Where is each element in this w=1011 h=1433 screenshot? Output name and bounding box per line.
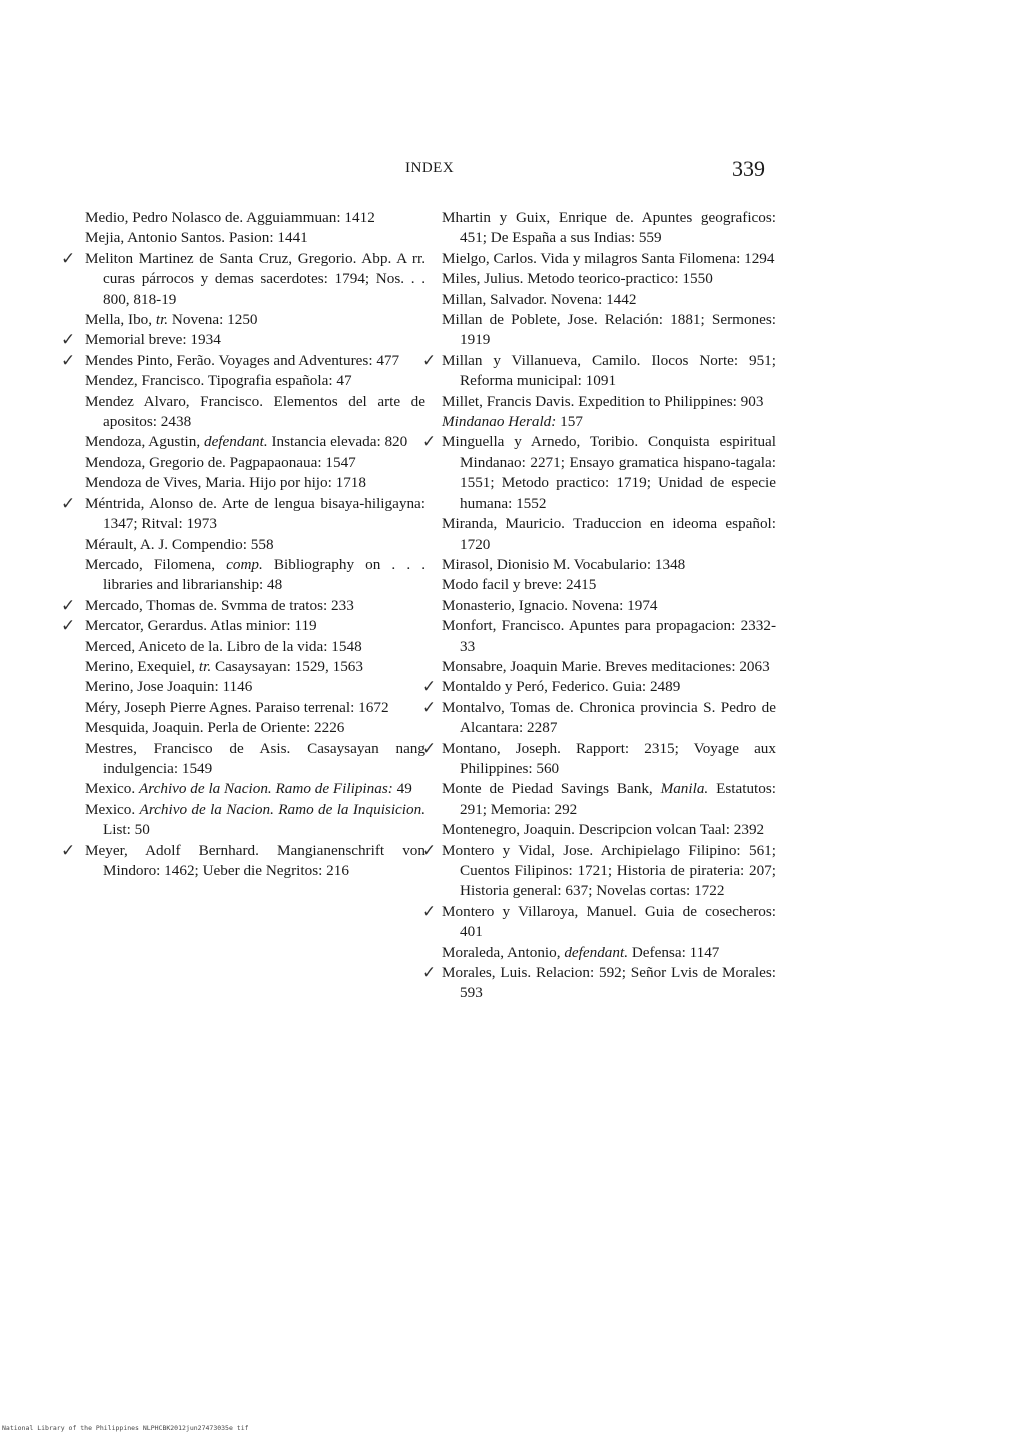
entry-text: Montenegro, Joaquin. Descripcion volcan Taal: 2392 [442, 821, 765, 839]
entry-text: Mhartin y Guix, Enrique de. Apuntes geograficos: 451; De España a sus Indias: 559 [442, 209, 776, 247]
entry-text: Millet, Francis Davis. Expedition to Philippines: 903 [442, 392, 764, 410]
index-entry [61, 248, 425, 310]
index-entry [61, 350, 425, 371]
index-entry [61, 493, 425, 535]
entry-text: Montaldo y Peró, Federico. Guia: 2489 [442, 678, 681, 696]
check-mark-icon: ✓ [61, 616, 76, 637]
index-entry [442, 249, 776, 269]
check-mark-icon: ✓ [422, 738, 437, 759]
index-entry [422, 840, 776, 902]
entry-text: Monte de Piedad Savings Bank, [442, 780, 661, 798]
entry-text: Mejia, Antonio Santos. Pasion: 1441 [85, 229, 308, 247]
index-entry [61, 330, 425, 351]
entry-text: Méntrida, Alonso de. Arte de lengua bisaya-hiligayna: 1347; Ritval: 1973 [85, 494, 425, 533]
entry-text: List: 50 [103, 821, 150, 839]
index-entry [85, 392, 425, 433]
entry-text: Mindanao Herald: [442, 413, 557, 431]
entry-text: Mella, Ibo, [85, 311, 156, 329]
check-mark-icon: ✓ [422, 901, 437, 922]
check-mark-icon: ✓ [61, 350, 76, 371]
index-entry [85, 718, 425, 738]
entry-text: Millan y Villanueva, Camilo. Ilocos Norte: 951; Reforma municipal: 1091 [442, 351, 776, 390]
entry-text: Morales, Luis. Relacion: 592; Señor Lvis de Morales: 593 [442, 964, 776, 1002]
entry-text: 157 [556, 413, 583, 431]
entry-text: Mendez Alvaro, Francisco. Elementos del arte de apositos: 2438 [85, 392, 425, 431]
index-entry [61, 616, 425, 637]
index-entry [422, 432, 776, 514]
entry-text: 49 [392, 780, 412, 798]
check-mark-icon: ✓ [61, 595, 76, 616]
index-entry [85, 453, 425, 473]
index-entry [442, 392, 776, 412]
index-entry [422, 901, 776, 943]
index-entry [442, 779, 776, 820]
entry-text: Mérault, A. J. Compendio: 558 [85, 535, 274, 553]
entry-text: Archivo de la Nacion. Ramo de Filipinas: [139, 780, 393, 798]
entry-text: Méry, Joseph Pierre Agnes. Paraiso terrenal: 1672 [85, 698, 389, 716]
entry-text: Mendoza de Vives, Maria. Hijo por hijo: 1718 [85, 474, 366, 492]
index-entry [85, 657, 425, 677]
entry-text: Merced, Aniceto de la. Libro de la vida: 1548 [85, 637, 362, 655]
entry-text: Montano, Joseph. Rapport: 2315; Voyage aux Philippines: 560 [442, 739, 776, 777]
index-entry [85, 432, 425, 452]
entry-text: Millan de Poblete, Jose. Relación: 1881; Sermones: 1919 [442, 311, 776, 349]
index-entry [85, 739, 425, 780]
entry-text: Manila. [660, 780, 709, 798]
index-entry [422, 677, 776, 698]
entry-text: Estatutos: 291; Memoria: 292 [460, 780, 776, 818]
check-mark-icon: ✓ [61, 493, 76, 514]
entry-text: Medio, Pedro Nolasco de. Agguiammuan: 1412 [85, 209, 375, 226]
entry-text: Mendoza, Gregorio de. Pagpapaonaua: 1547 [85, 453, 356, 471]
check-mark-icon: ✓ [422, 350, 437, 371]
index-entry [85, 371, 425, 391]
index-entry [85, 208, 425, 228]
index-entry [85, 535, 425, 555]
index-entry [442, 575, 776, 595]
entry-text: Monasterio, Ignacio. Novena: 1974 [442, 596, 658, 614]
entry-text: Moraleda, Antonio, [442, 943, 565, 961]
entry-text: Mendes Pinto, Ferão. Voyages and Adventures: 477 [85, 351, 400, 369]
index-entry [442, 208, 776, 249]
index-entry [442, 596, 776, 616]
entry-text: Mirasol, Dionisio M. Vocabulario: 1348 [442, 555, 686, 573]
entry-text: Montero y Villaroya, Manuel. Guia de cosecheros: 401 [442, 902, 776, 941]
index-entry [442, 310, 776, 351]
index-entry [85, 555, 425, 596]
index-entry [442, 820, 776, 840]
index-entry [442, 616, 776, 657]
entry-text: Merino, Exequiel, [85, 657, 199, 675]
entry-text: Meyer, Adolf Bernhard. Mangianenschrift von Mindoro: 1462; Ueber die Negritos: 216 [85, 841, 425, 879]
entry-text: tr. [155, 311, 169, 329]
entry-text: Mercator, Gerardus. Atlas minior: 119 [85, 617, 317, 635]
check-mark-icon: ✓ [61, 248, 76, 269]
check-mark-icon: ✓ [422, 432, 437, 453]
entry-text: Miles, Julius. Metodo teorico-practico: 1550 [442, 270, 713, 288]
entry-text: Novena: 1250 [168, 311, 258, 329]
index-entry [422, 350, 776, 392]
index-entry [422, 963, 776, 1004]
check-mark-icon: ✓ [61, 840, 76, 861]
index-entry [61, 840, 425, 882]
entry-text: Monfort, Francisco. Apuntes para propagacion: 2332-33 [442, 617, 776, 655]
index-entry [422, 738, 776, 780]
scan-footer: National Library of the Philippines NLPHCBK2012jun27473035e tif [2, 1424, 249, 1432]
index-entry [442, 943, 776, 963]
index-entry [442, 269, 776, 289]
index-entry [85, 637, 425, 657]
check-mark-icon: ✓ [422, 677, 437, 698]
index-entry [85, 779, 425, 799]
index-entry [85, 677, 425, 697]
index-entry [442, 657, 776, 677]
index-entry [442, 412, 776, 432]
entry-text: Merino, Jose Joaquin: 1146 [85, 678, 253, 696]
entry-text: tr. [198, 657, 212, 675]
check-mark-icon: ✓ [422, 697, 437, 718]
entry-text: Mielgo, Carlos. Vida y milagros Santa Filomena: 1294 [442, 249, 775, 267]
index-entry [442, 290, 776, 310]
entry-text: Mexico. [85, 800, 140, 818]
entry-text: Mercado, Thomas de. Svmma de tratos: 233 [85, 596, 354, 614]
entry-text: Montalvo, Tomas de. Chronica provincia S. Pedro de Alcantara: 2287 [442, 698, 776, 737]
running-head: INDEX [405, 160, 455, 176]
entry-text: Modo facil y breve: 2415 [442, 576, 597, 594]
check-mark-icon: ✓ [422, 840, 437, 861]
index-entry [442, 555, 776, 575]
entry-text: Mexico. [85, 780, 139, 798]
entry-text: Defensa: 1147 [628, 943, 720, 961]
entry-text: Casaysayan: 1529, 1563 [211, 657, 363, 675]
entry-text: Meliton Martinez de Santa Cruz, Gregorio. Abp. A rr. curas párrocos y demas sacerdotes: 1794; Nos. . . 800, 818-19 [85, 249, 425, 308]
index-entry [422, 697, 776, 739]
entry-text: defendant. [203, 433, 268, 451]
entry-text: Memorial breve: 1934 [85, 331, 221, 349]
index-entry [442, 514, 776, 555]
index-entry [85, 228, 425, 248]
index-entry [61, 595, 425, 616]
entry-text: Archivo de la Nacion. Ramo de la Inquisicion. [139, 800, 425, 818]
entry-text: Mendez, Francisco. Tipografia española: 47 [85, 372, 352, 390]
index-entry [85, 800, 425, 841]
entry-text: defendant. [564, 943, 629, 961]
entry-text: Mesquida, Joaquin. Perla de Oriente: 2226 [85, 719, 345, 737]
check-mark-icon: ✓ [61, 330, 76, 351]
page-number: 339 [732, 156, 765, 181]
index-entry [85, 698, 425, 718]
entry-text: Miranda, Mauricio. Traduccion en ideoma español: 1720 [442, 515, 776, 553]
entry-text: Monsabre, Joaquin Marie. Breves meditaciones: 2063 [442, 657, 770, 675]
entry-text: Instancia elevada: 820 [267, 433, 408, 451]
entry-text: Millan, Salvador. Novena: 1442 [442, 290, 637, 308]
entry-text: Mestres, Francisco de Asis. Casaysayan nang indulgencia: 1549 [85, 739, 425, 777]
entry-text: Mercado, Filomena, [85, 555, 227, 573]
entry-text: Minguella y Arnedo, Toribio. Conquista espiritual Mindanao: 2271; Ensayo gramatica hispano-tagala: 1551; Metodo practico: 1719; Unidad de especie humana: 1552 [442, 433, 776, 512]
index-column-left [61, 208, 426, 881]
index-entry [85, 473, 425, 493]
index-column-right [422, 208, 776, 1004]
index-entry [85, 310, 425, 330]
entry-text: comp. [226, 555, 263, 573]
check-mark-icon: ✓ [422, 963, 437, 984]
entry-text: Montero y Vidal, Jose. Archipielago Filipino: 561; Cuentos Filipinos: 1721; Historia de pirateria: 207; Historia general: 637; Novelas cortas: 1722 [442, 841, 776, 900]
entry-text: Bibliography on . . . libraries and librarianship: 48 [103, 555, 426, 594]
entry-text: Mendoza, Agustin, [85, 433, 204, 451]
